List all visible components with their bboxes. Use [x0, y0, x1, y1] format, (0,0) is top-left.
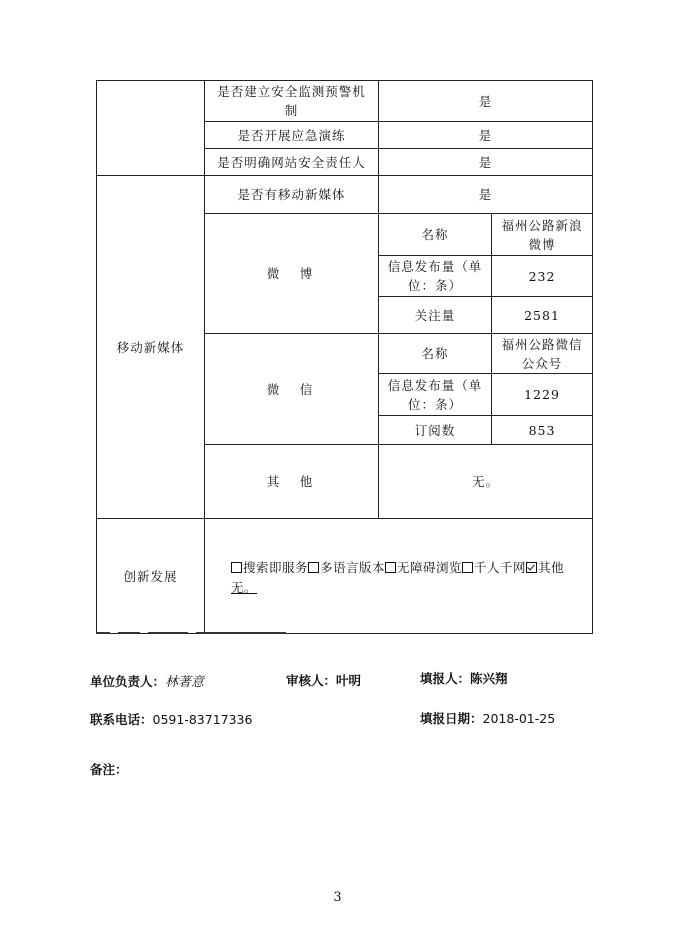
option-accessibility[interactable]: 无障碍浏览	[385, 560, 462, 575]
checked-checkbox-icon[interactable]	[526, 562, 537, 573]
filler: 填报人：陈兴翔	[420, 671, 508, 686]
page-number: 3	[333, 890, 342, 905]
weibo-label: 微 博	[266, 266, 317, 281]
contact-phone: 联系电话：0591-83717336	[90, 712, 253, 727]
innovation-section-label: 创新发展	[123, 568, 178, 584]
mobile-media-section-label: 移动新媒体	[116, 339, 185, 355]
checkbox-icon[interactable]	[231, 562, 242, 573]
unit-head-signature: 林著意	[165, 675, 205, 690]
weibo-name-label: 名称	[421, 227, 449, 242]
option-other[interactable]: 其他	[526, 560, 564, 575]
weibo-followers-label: 关注量	[414, 307, 456, 323]
emergency-drill-label: 是否开展应急演练	[237, 127, 346, 143]
security-officer-label: 是否明确网站安全责任人	[217, 154, 366, 170]
option-personalized[interactable]: 千人千网	[462, 560, 526, 575]
other-media-label: 其 他	[266, 474, 317, 489]
weibo-publish-label: 信息发布量（单位：条）	[387, 259, 483, 293]
innovation-other-text: 无。	[231, 580, 258, 595]
other-media-value: 无。	[471, 474, 499, 489]
option-multilingual[interactable]: 多语言版本	[308, 560, 385, 575]
wechat-subscribers-value: 853	[528, 422, 556, 438]
emergency-drill-value: 是	[478, 127, 493, 143]
remarks: 备注：	[90, 762, 128, 777]
wechat-name-label: 名称	[421, 346, 449, 361]
weibo-name-value: 福州公路新浪微博	[501, 217, 583, 252]
fill-date: 填报日期：2018-01-25	[420, 711, 556, 726]
reviewer: 审核人：叶明	[286, 673, 362, 688]
security-officer-value: 是	[478, 154, 493, 170]
has-mobile-media-label: 是否有移动新媒体	[237, 187, 346, 202]
wechat-publish-label: 信息发布量（单位：条）	[387, 377, 483, 412]
monitoring-warning-label: 是否建立安全监测预警机制	[217, 84, 366, 118]
checkbox-icon[interactable]	[308, 562, 319, 573]
has-mobile-media-value: 是	[478, 187, 493, 202]
weibo-publish-value: 232	[528, 268, 556, 284]
option-search-service[interactable]: 搜索即服务	[231, 560, 308, 575]
checkbox-icon[interactable]	[462, 562, 473, 573]
checkbox-icon[interactable]	[385, 562, 396, 573]
monitoring-warning-value: 是	[478, 93, 493, 109]
unit-head: 单位负责人：林著意	[90, 674, 205, 690]
wechat-name-value: 福州公路微信公众号	[501, 336, 583, 371]
wechat-label: 微 信	[266, 381, 317, 397]
innovation-options	[231, 558, 564, 598]
wechat-publish-value: 1229	[524, 387, 560, 402]
wechat-subscribers-label: 订阅数	[414, 422, 456, 438]
weibo-followers-value: 2581	[524, 307, 560, 323]
